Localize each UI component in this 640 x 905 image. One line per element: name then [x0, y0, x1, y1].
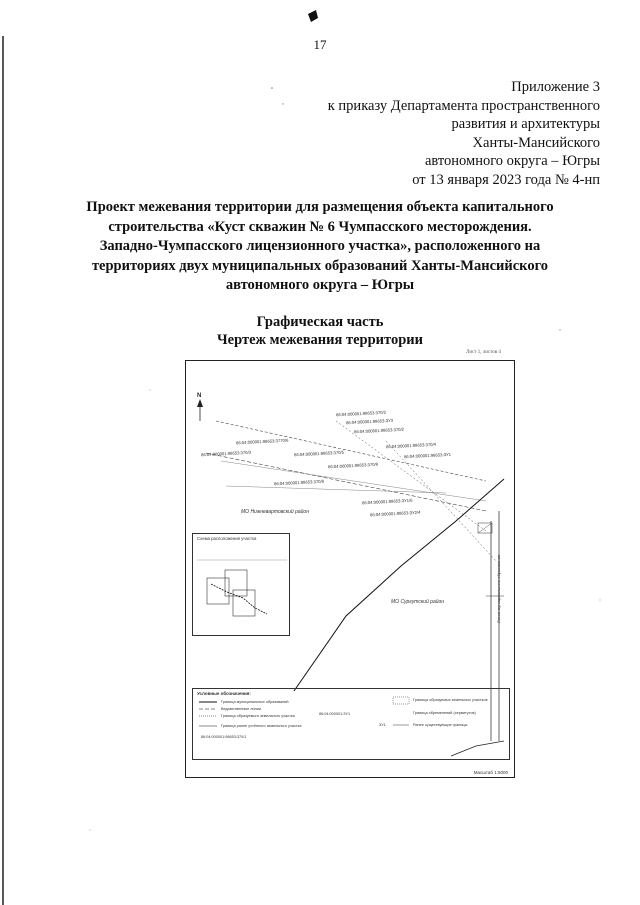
appendix-line: автономного округа – Югры	[424, 153, 600, 169]
parcel-label: 86:04:000001:98653:370/2	[335, 409, 387, 418]
appendix-line: от 13 января 2023 года № 4-нп	[412, 171, 600, 188]
scan-speck	[89, 829, 90, 830]
parcel-label: 86:04:000001:98653:ЗУ1	[403, 451, 452, 460]
municipality-right-label: МО Сургутский район	[391, 599, 445, 605]
parcel-label: 86:04:000001:98653:3770/6	[235, 437, 289, 446]
legend-code: 86:04:000001:ЗУ1	[319, 712, 351, 716]
parcel-label: 86:04:000001:98653:ЗУ3	[345, 417, 394, 426]
legend-code: ЗУ1	[379, 723, 386, 727]
scan-speck	[271, 87, 273, 89]
parcel-label: 86:04:000001:98653:ЗУ2/4	[369, 509, 421, 518]
scan-speck	[149, 389, 150, 390]
title-line: автономного округа – Югры	[225, 277, 415, 293]
parcel-label: 86:04:000001:98653:370/2	[353, 426, 405, 435]
legend-code: 86:04:000001:98653:370/1	[201, 735, 247, 739]
inset-title: Схема расположения участка	[197, 536, 257, 541]
scale-label: Масштаб 1:5000	[473, 770, 508, 775]
legend-title: Условные обозначения:	[197, 691, 251, 696]
legend-item: Граница образуемого земельного участка	[221, 714, 295, 718]
page-number: 17	[313, 37, 327, 52]
north-label: N	[197, 393, 202, 399]
parcel-label: 86:04:000001:98653:ЗУ1/6	[361, 497, 413, 506]
parcel-label: 86:04:000001:98653:370/8	[273, 478, 325, 487]
drawing-title: Чертеж межевания территории	[217, 332, 423, 348]
legend-item: Граница ранее учтённого земельного участка	[221, 724, 302, 728]
legend-item: Границы образуемых земельных участков	[413, 698, 488, 702]
legend-item: Ранее существующие границы	[413, 723, 468, 727]
legend-item: Граница обременений (сервитутов)	[413, 711, 476, 715]
appendix-line: к приказу Департамента пространственного	[327, 97, 600, 114]
title-line: территориях двух муниципальных образований Ханты-Мансийского	[91, 257, 549, 274]
section-title: Графическая часть	[256, 314, 384, 330]
title-line: Западно-Чумпасского лицензионного участка», расположенного на	[99, 238, 541, 254]
scan-speck	[282, 103, 283, 104]
parcel-label: 86:04:000001:98653:370/3	[200, 449, 252, 458]
parcel-label: 86:04:000001:98653:370/5	[293, 449, 345, 458]
legend-item: Граница муниципальных образований	[221, 700, 289, 704]
title-line: строительства «Куст скважин № 6 Чумпасского месторождения.	[108, 218, 532, 235]
appendix-line: Ханты-Мансийского	[472, 134, 600, 151]
appendix-line: развития и архитектуры	[451, 116, 600, 132]
scan-speck	[559, 329, 560, 330]
scan-speck	[599, 599, 600, 600]
sheet-note: Лист 1, листов 4	[466, 350, 501, 355]
title-line: Проект межевания территории для размещения объекта капитального	[86, 199, 554, 215]
vertical-note: Линия муниципального образования	[496, 554, 501, 623]
parcel-label: 86:04:000001:98653:370/9	[327, 461, 379, 470]
parcel-label: 86:04:000001:98653:370/4	[385, 441, 437, 450]
municipality-left-label: МО Нижневартовский район	[241, 509, 309, 515]
legend-item: Ведомственные линии	[221, 707, 261, 711]
appendix-line: Приложение 3	[511, 79, 600, 95]
ink-blot-icon	[308, 10, 318, 22]
